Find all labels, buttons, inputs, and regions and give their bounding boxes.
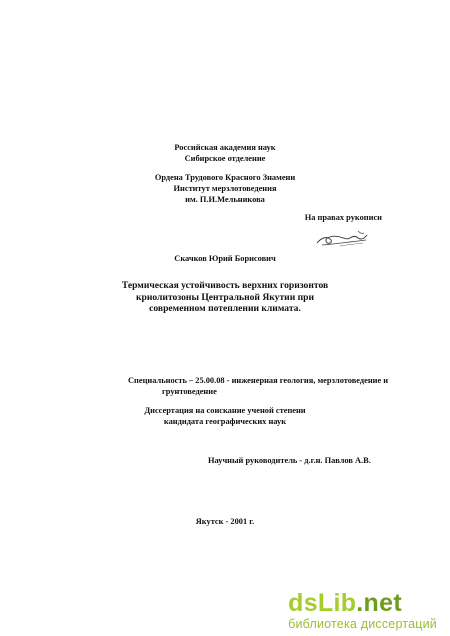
institute-header (0, 172, 450, 205)
signature-icon (314, 227, 370, 251)
dslib-logo[interactable] (288, 590, 437, 631)
logo-tld: .net (356, 589, 402, 617)
dissertation-title (0, 280, 450, 315)
logo-brand: dsLib (288, 589, 357, 617)
academy-branch: Сибирское отделение (184, 154, 266, 163)
specialty-line: грунтоведение (162, 387, 217, 396)
degree-line: кандидата географических наук (163, 417, 287, 426)
degree-line: Диссертация на соискание ученой степени (144, 406, 306, 415)
logo-tagline: библиотека диссертаций (288, 617, 437, 631)
institute-name: Институт мерзлотоведения (173, 184, 277, 193)
supervisor: Научный руководитель - д.г.н. Павлов А.В. (208, 456, 371, 465)
specialty-line: Специальность – 25.00.08 - инженерная геология, мерзлотоведение и (128, 376, 389, 385)
institute-named-after: им. П.И.Мельникова (185, 195, 265, 204)
degree-statement (0, 405, 450, 427)
academy-name: Российская академия наук (174, 143, 276, 152)
title-line: современном потеплении климата. (149, 303, 301, 314)
title-line: Термическая устойчивость верхних горизонтов (121, 280, 329, 291)
manuscript-rights: На правах рукописи (304, 213, 382, 222)
institute-order: Ордена Трудового Красного Знамени (154, 173, 296, 182)
title-line: криолитозоны Центральной Якутии при (135, 291, 315, 303)
logo-wordmark (288, 590, 437, 616)
author-name: Скачков Юрий Борисович (174, 254, 276, 263)
city-year: Якутск - 2001 г. (195, 517, 255, 526)
academy-header (0, 142, 450, 164)
specialty (128, 375, 388, 397)
